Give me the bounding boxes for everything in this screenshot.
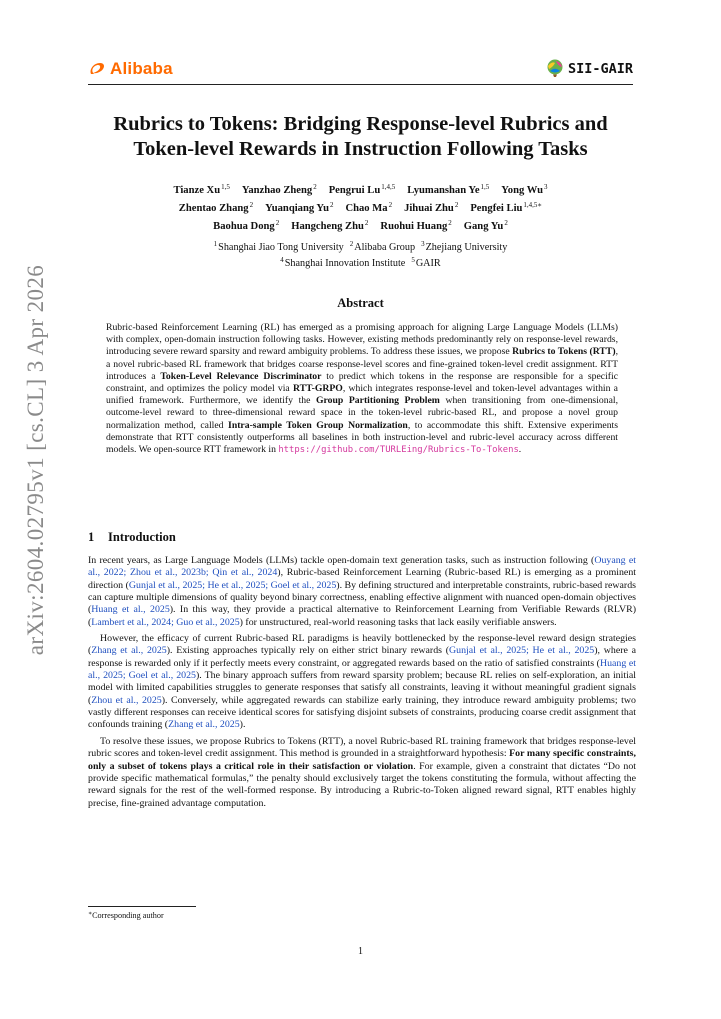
alibaba-logo	[88, 58, 173, 80]
author-affiliation-mark: 2	[388, 201, 393, 209]
author	[242, 180, 317, 198]
section-number: 1	[88, 530, 95, 544]
header-rule	[88, 84, 633, 85]
text: To resolve these issues, we propose Rubrics to Tokens (RTT), a novel Rubric-based RL training framework that bridges response-level rubric scores and token-level credit assignment. This method is grounded in a straightforward hypothesis:	[88, 735, 636, 760]
author	[407, 180, 489, 198]
author-affiliation-mark: 1,5	[480, 183, 490, 191]
affiliation-row	[88, 254, 633, 270]
citation-link[interactable]: Ouyang et al., 2022; Zhou et al., 2023b; Qin et al., 2024	[88, 555, 636, 579]
text: . For example, given a constraint that dictates “Do not provide specific mathematical formulas,” the penalty should exclusively target the tokens constituting the formula, without affecting the reward signals for the rest of the well-formed response. By introducing a Rubric-to-Token aligned reward signal, RTT enables highly precise, fine-grained advantage computation.	[88, 760, 637, 809]
author-affiliation-mark: 2	[249, 201, 254, 209]
author-name: Tianze Xu	[173, 185, 221, 196]
citation-link[interactable]: Lambert et al., 2024; Guo et al., 2025	[91, 616, 240, 628]
footnote-text: Corresponding author	[92, 911, 164, 920]
author-name: Yong Wu	[501, 185, 544, 196]
footnote-mark: ∗	[88, 911, 93, 917]
text: ). By defining structured and interpretable constraints, rubric-based rewards can capture multiple dimensions of quality beyond binary correctness, enabling effective alignment with nuanced open-domain objectives (	[88, 579, 636, 616]
citation-link[interactable]: Huang et al., 2025; Goel et al., 2025	[88, 657, 636, 682]
alibaba-logo-text: Alibaba	[110, 59, 173, 78]
abstract-text: to predict which tokens in the response are responsible for a specific constraint, and optimizes the policy model via	[106, 370, 618, 395]
sii-gair-logo	[544, 57, 633, 81]
affiliation-mark: 2	[349, 240, 354, 248]
text: ). Existing approaches typically rely on either strict binary rewards (	[166, 645, 450, 657]
title-line-1: Rubrics to Tokens: Bridging Response-level Rubrics and	[113, 113, 608, 135]
affiliation	[350, 238, 415, 254]
author	[329, 180, 396, 198]
abstract-text: , a novel rubric-based RL framework that bridges coarse response-level scores and fine-grained token-level credit assignment. RTT introduces a	[106, 346, 618, 382]
author-row	[88, 198, 633, 216]
abstract-bold-group-partitioning: Group Partitioning Problem	[316, 395, 440, 407]
page-number: 1	[358, 946, 363, 957]
author-name: Chao Ma	[345, 203, 388, 214]
author	[345, 198, 392, 216]
author-list	[88, 180, 633, 234]
footnote-rule	[88, 906, 196, 907]
author	[404, 198, 458, 216]
abstract-bold-rtt: Rubrics to Tokens (RTT)	[512, 346, 616, 358]
affiliation-mark: 5	[411, 256, 415, 264]
citation-link[interactable]: Zhang et al., 2025	[91, 645, 167, 657]
citation-link[interactable]: Gunjal et al., 2025; He et al., 2025; Goel et al., 2025	[128, 579, 337, 591]
author	[291, 216, 368, 234]
title-line-2: Token-level Rewards in Instruction Following Tasks	[133, 138, 588, 160]
affiliation-mark: 4	[280, 256, 284, 264]
author-name: Pengrui Lu	[328, 185, 381, 196]
paper-title	[88, 112, 633, 162]
author	[179, 198, 253, 216]
author-row	[88, 216, 633, 234]
abstract-text: .	[518, 444, 522, 456]
author	[470, 198, 542, 216]
affiliation-name: GAIR	[415, 258, 441, 269]
text: ).	[239, 719, 246, 731]
abstract-bold-rtt-grpo: RTT-GRPO	[292, 383, 343, 395]
abstract-bold-discriminator: Token-Level Relevance Discriminator	[160, 370, 322, 382]
author	[501, 180, 547, 198]
author	[173, 180, 229, 198]
paragraph-2	[88, 633, 636, 732]
text: ). In this way, they provide a practical alternative to Reinforcement Learning from Verifiable Rewards (RLVR) (	[88, 604, 636, 628]
citation-link[interactable]: Zhang et al., 2025	[168, 719, 240, 731]
citation-link[interactable]: Huang et al., 2025	[91, 604, 170, 616]
author-row	[88, 180, 633, 198]
abstract-text: , which integrates response-level and token-level advantages within a unified framework. Furthermore, we identify the	[106, 383, 618, 407]
introduction-body	[88, 555, 636, 814]
affiliation-row	[88, 238, 633, 254]
author-affiliation-mark: 3	[544, 183, 548, 191]
author	[265, 198, 333, 216]
author-affiliation-mark: 1,4,5	[381, 183, 396, 191]
affiliation-name: Alibaba Group	[354, 242, 416, 253]
author-affiliation-mark: 1,4,5∗	[523, 201, 543, 209]
abstract-heading: Abstract	[337, 296, 384, 310]
author	[213, 216, 279, 234]
paragraph-3	[88, 736, 636, 810]
abstract-bold-normalization: Intra-sample Token Group Normalization	[228, 419, 408, 431]
text: ), where a response is rewarded only if it perfectly meets every constraint, or aggregated rewards based on the ratio of satisfied constraints (	[88, 645, 637, 669]
abstract-text: Rubric-based Reinforcement Learning (RL) has emerged as a promising approach for aligning Large Language Models (LLMs) with complex, open-domain instruction following tasks. However, existing methods predominantly rely on response-level rewards, introducing severe reward sparsity and reward ambiguity problems. To address these issues, we propose	[106, 322, 618, 358]
text: ), Rubric-based Reinforcement Learning (Rubric-based RL) is emerging as a prominent direction (	[88, 567, 637, 591]
arxiv-identifier: arXiv:2604.02795v1 [cs.CL] 3 Apr 2026	[23, 264, 48, 656]
section-title: Introduction	[108, 530, 176, 544]
author-affiliation-mark: 2	[313, 183, 317, 191]
balloon-globe-icon	[544, 58, 566, 80]
author-name: Gang Yu	[463, 221, 504, 232]
author-affiliation-mark: 2	[504, 219, 508, 227]
abstract-body	[106, 322, 618, 456]
text: ). Conversely, while aggregated rewards can stabilize early training, they introduce reward ambiguity problems; two vastly different responses can receive identical scores for satisfying disjoint subsets of constraints, producing coarse credit assignment that confounds training (	[88, 694, 636, 731]
footnote	[88, 910, 164, 920]
affiliation-name: Shanghai Jiao Tong University	[218, 242, 344, 253]
author-affiliation-mark: 1,5	[221, 183, 230, 191]
abstract-text: , to accommodate this shift. Extensive experiments demonstrate that RTT consistently outperforms all baselines in both instruction-level and rubric-level accuracy across different models. We open-source RTT framework in	[106, 419, 618, 456]
paragraph-1	[88, 555, 636, 629]
affiliation	[421, 238, 507, 254]
text: ). The binary approach suffers from reward sparsity problem; because RL relies on self-exploration, an initial model with limited capabilities struggles to generate responses that satisfy all constraints, leaving it without meaningful gradient signals (	[88, 670, 636, 706]
affiliation	[411, 254, 440, 270]
text: In recent years, as Large Language Models (LLMs) tackle open-domain text generation tasks, such as instruction following (	[88, 555, 595, 566]
affiliation-list	[88, 238, 633, 270]
text: However, the efficacy of current Rubric-based RL paradigms is heavily bottlenecked by the response-level reward design strategies (	[88, 633, 636, 657]
author-name: Jihuai Zhu	[404, 203, 454, 214]
author-name: Yuanqiang Yu	[265, 203, 329, 214]
affiliation	[280, 254, 405, 270]
author-name: Baohua Dong	[213, 221, 275, 232]
author	[464, 216, 508, 234]
affiliation-name: Shanghai Innovation Institute	[284, 258, 406, 269]
author-name: Lyumanshan Ye	[407, 185, 480, 196]
author-name: Hangcheng Zhu	[291, 221, 364, 232]
text: ) for unstructured, real-world reasoning tasks that lack easily verifiable answers.	[239, 616, 557, 628]
github-link[interactable]: https://github.com/TURLEing/Rubrics-To-Tokens	[278, 445, 519, 456]
alibaba-swoosh-icon	[88, 59, 108, 79]
author-affiliation-mark: 2	[454, 201, 459, 209]
affiliation-mark: 1	[213, 240, 218, 248]
hypothesis-bold: For many specific constraints, only a subset of tokens plays a critical role in their satisfaction or violation	[88, 748, 636, 772]
author-name: Pengfei Liu	[470, 203, 523, 214]
section-heading-introduction	[88, 530, 176, 545]
author-affiliation-mark: 2	[448, 219, 452, 227]
author-affiliation-mark: 2	[329, 201, 334, 209]
affiliation-name: Zhejiang University	[425, 242, 508, 253]
author	[380, 216, 451, 234]
author-affiliation-mark: 2	[364, 219, 369, 227]
arxiv-sidebar	[24, 180, 48, 740]
author-name: Yanzhao Zheng	[241, 185, 313, 196]
abstract-text: when transitioning from one-dimensional, outcome-level reward to three-dimensional reward space in the token-level rubric-based RL, and propose a novel group normalization method, called	[106, 395, 618, 431]
citation-link[interactable]: Zhou et al., 2025	[91, 694, 162, 706]
author-name: Zhentao Zhang	[178, 203, 249, 214]
author-name: Ruohui Huang	[380, 221, 448, 232]
author-affiliation-mark: 2	[275, 219, 280, 227]
affiliation	[214, 238, 344, 254]
citation-link[interactable]: Gunjal et al., 2025; He et al., 2025	[449, 645, 595, 657]
sii-gair-logo-text: SII-GAIR	[567, 61, 633, 77]
affiliation-mark: 3	[421, 240, 425, 248]
